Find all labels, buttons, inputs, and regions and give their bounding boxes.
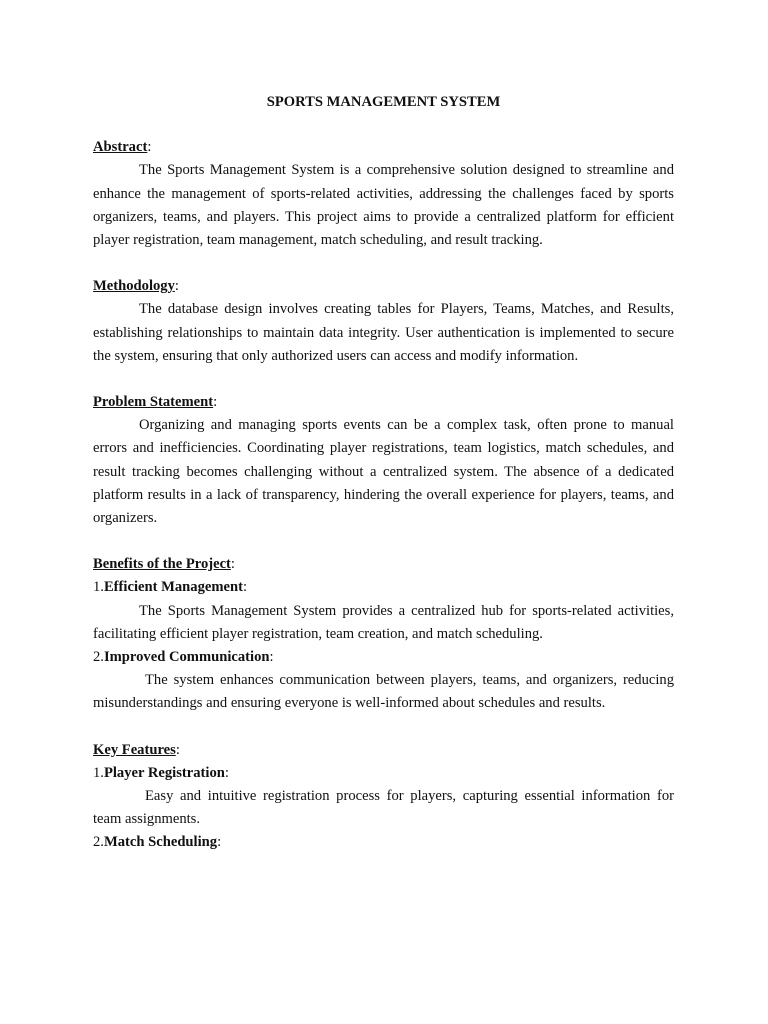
- section-body: The Sports Management System is a comprehensive solution designed to streamline and enhance the management of sports-related activities, addressing the challenges faced by sports organizers, teams, and players. This project aims to provide a centralized platform for efficient player registration, team management, match scheduling, and result tracking.: [93, 162, 674, 249]
- heading-text: Problem Statement: [93, 394, 214, 411]
- section-heading: [93, 739, 674, 762]
- item-label: Match Scheduling: [103, 834, 218, 851]
- item-colon: :: [269, 649, 274, 666]
- feature-item-body: Easy and intuitive registration process for players, capturing essential information for team assignments.: [93, 788, 674, 828]
- section-heading: [93, 553, 674, 576]
- item-number: 2.: [93, 834, 104, 851]
- section-body: Organizing and managing sports events can be a complex task, often prone to manual errors and inefficiencies. Coordinating player registrations, team logistics, match schedules, and result tracking becomes challenging without a centralized system. The absence of a dedicated platform results in a lack of transparency, hindering the overall experience for players, teams, and organizers.: [93, 417, 674, 527]
- item-colon: :: [217, 834, 222, 851]
- benefit-item-body: The system enhances communication between players, teams, and organizers, reducing misunderstandings and ensuring everyone is well-informed about schedules and results.: [93, 672, 674, 712]
- section-abstract: [93, 136, 674, 252]
- heading-colon: :: [230, 556, 235, 573]
- section-heading: [93, 391, 674, 414]
- item-number: 1.: [93, 764, 104, 781]
- item-colon: :: [242, 579, 248, 596]
- document-title: SPORTS MANAGEMENT SYSTEM: [266, 94, 501, 110]
- benefit-item-heading: [93, 646, 674, 669]
- feature-item-heading: [93, 762, 674, 785]
- heading-text: Key Features: [93, 741, 176, 758]
- heading-text: Methodology: [93, 278, 175, 295]
- benefit-item-heading: [93, 576, 674, 599]
- section-heading: [93, 275, 674, 298]
- item-label: Player Registration: [103, 764, 225, 781]
- heading-colon: :: [147, 139, 152, 156]
- section-benefits: [93, 553, 674, 715]
- item-colon: :: [224, 764, 229, 781]
- heading-colon: :: [174, 278, 179, 295]
- benefit-item-body: The Sports Management System provides a centralized hub for sports-related activities, facilitating efficient player registration, team creation, and match scheduling.: [93, 602, 674, 642]
- item-number: 2.: [93, 649, 104, 666]
- heading-text: Abstract: [93, 139, 148, 156]
- feature-item-heading: [93, 831, 674, 854]
- heading-colon: :: [175, 741, 180, 758]
- item-number: 1.: [93, 579, 104, 596]
- section-key-features: [93, 739, 674, 855]
- heading-text: Benefits of the Project: [93, 556, 231, 573]
- section-body: The database design involves creating tables for Players, Teams, Matches, and Results, establishing relationships to maintain data integrity. User authentication is implemented to secure the system, ensuring that only authorized users can access and modify information.: [93, 301, 674, 364]
- item-label: Efficient Management: [103, 579, 243, 596]
- section-heading: [93, 136, 674, 159]
- item-label: Improved Communication: [103, 649, 270, 666]
- heading-colon: :: [213, 394, 218, 411]
- section-problem-statement: [93, 391, 674, 530]
- section-methodology: [93, 275, 674, 368]
